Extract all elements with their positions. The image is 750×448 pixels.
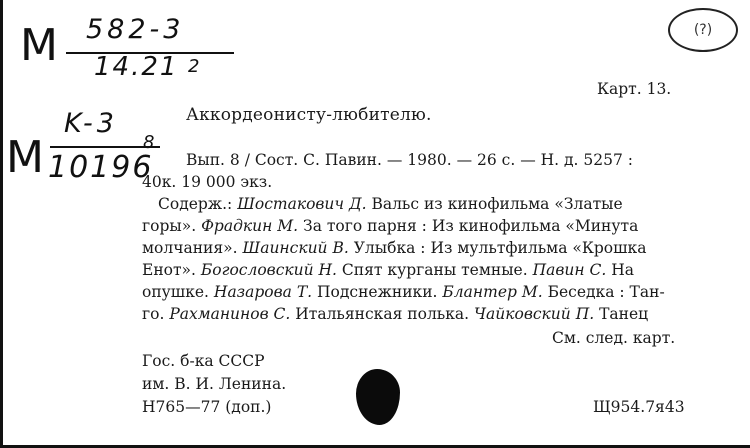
work: Енот».	[142, 261, 196, 279]
author: Блантер М.	[442, 283, 543, 301]
call-number-2-sup: 8	[143, 132, 155, 153]
work: опушке.	[142, 283, 209, 301]
work: Вальс из кинофильма «Златые	[371, 195, 623, 213]
author: Рахманинов С.	[169, 305, 291, 323]
card-left-edge	[0, 0, 3, 448]
contents-line-3	[142, 237, 646, 259]
author: Богословский Н.	[200, 261, 337, 279]
author: Павин С.	[532, 261, 607, 279]
work: молчания».	[142, 239, 238, 257]
call-number-2-bottom: 10196	[48, 150, 154, 185]
call-number-2-prefix: M	[6, 132, 44, 183]
library-line-1: Гос. б-ка СССР	[142, 352, 265, 370]
work: Подснежники.	[317, 283, 438, 301]
work: Беседка : Тан-	[547, 283, 665, 301]
author: Шостакович Д.	[237, 195, 367, 213]
card-title: Аккордеонисту-любителю.	[186, 105, 432, 125]
call-number-1-prefix: M	[20, 20, 58, 71]
author: Назарова Т.	[213, 283, 313, 301]
work: На	[611, 261, 634, 279]
contents-line-1	[158, 193, 623, 215]
work: го.	[142, 305, 165, 323]
contents-label: Содерж.:	[158, 195, 233, 213]
work: Спят курганы темные.	[341, 261, 528, 279]
card-number: Карт. 13.	[597, 80, 672, 98]
classification-code: Щ954.7я43	[593, 398, 685, 416]
library-line-3: Н765—77 (доп.)	[142, 398, 272, 416]
author: Чайковский П.	[474, 305, 595, 323]
issue-line-1: Вып. 8 / Сост. С. Павин. — 1980. — 26 с. — Н. д. 5257 :	[186, 151, 633, 169]
work: Танец	[599, 305, 649, 323]
call-number-2-top: K-3	[64, 108, 118, 139]
library-line-2: им. В. И. Ленина.	[142, 375, 287, 393]
contents-line-4	[142, 259, 634, 281]
issue-line-2: 40к. 19 000 экз.	[142, 173, 273, 191]
call-number-1-top: 582-3	[86, 14, 185, 45]
work: горы».	[142, 217, 197, 235]
work: Улыбка : Из мультфильма «Крошка	[353, 239, 647, 257]
work: Итальянская полька.	[295, 305, 470, 323]
call-number-1-sup: 2	[188, 56, 200, 77]
call-number-1-bottom: 14.21	[94, 52, 179, 82]
ink-blot	[356, 369, 400, 425]
author: Шаинский В.	[242, 239, 349, 257]
work: За того парня : Из кинофильма «Минута	[303, 217, 639, 235]
contents-line-5	[142, 281, 665, 303]
contents-line-6	[142, 303, 648, 325]
circular-stamp: (?)	[668, 8, 738, 52]
continued-note: См. след. карт.	[552, 329, 676, 347]
author: Фрадкин М.	[201, 217, 299, 235]
contents-line-2	[142, 215, 638, 237]
